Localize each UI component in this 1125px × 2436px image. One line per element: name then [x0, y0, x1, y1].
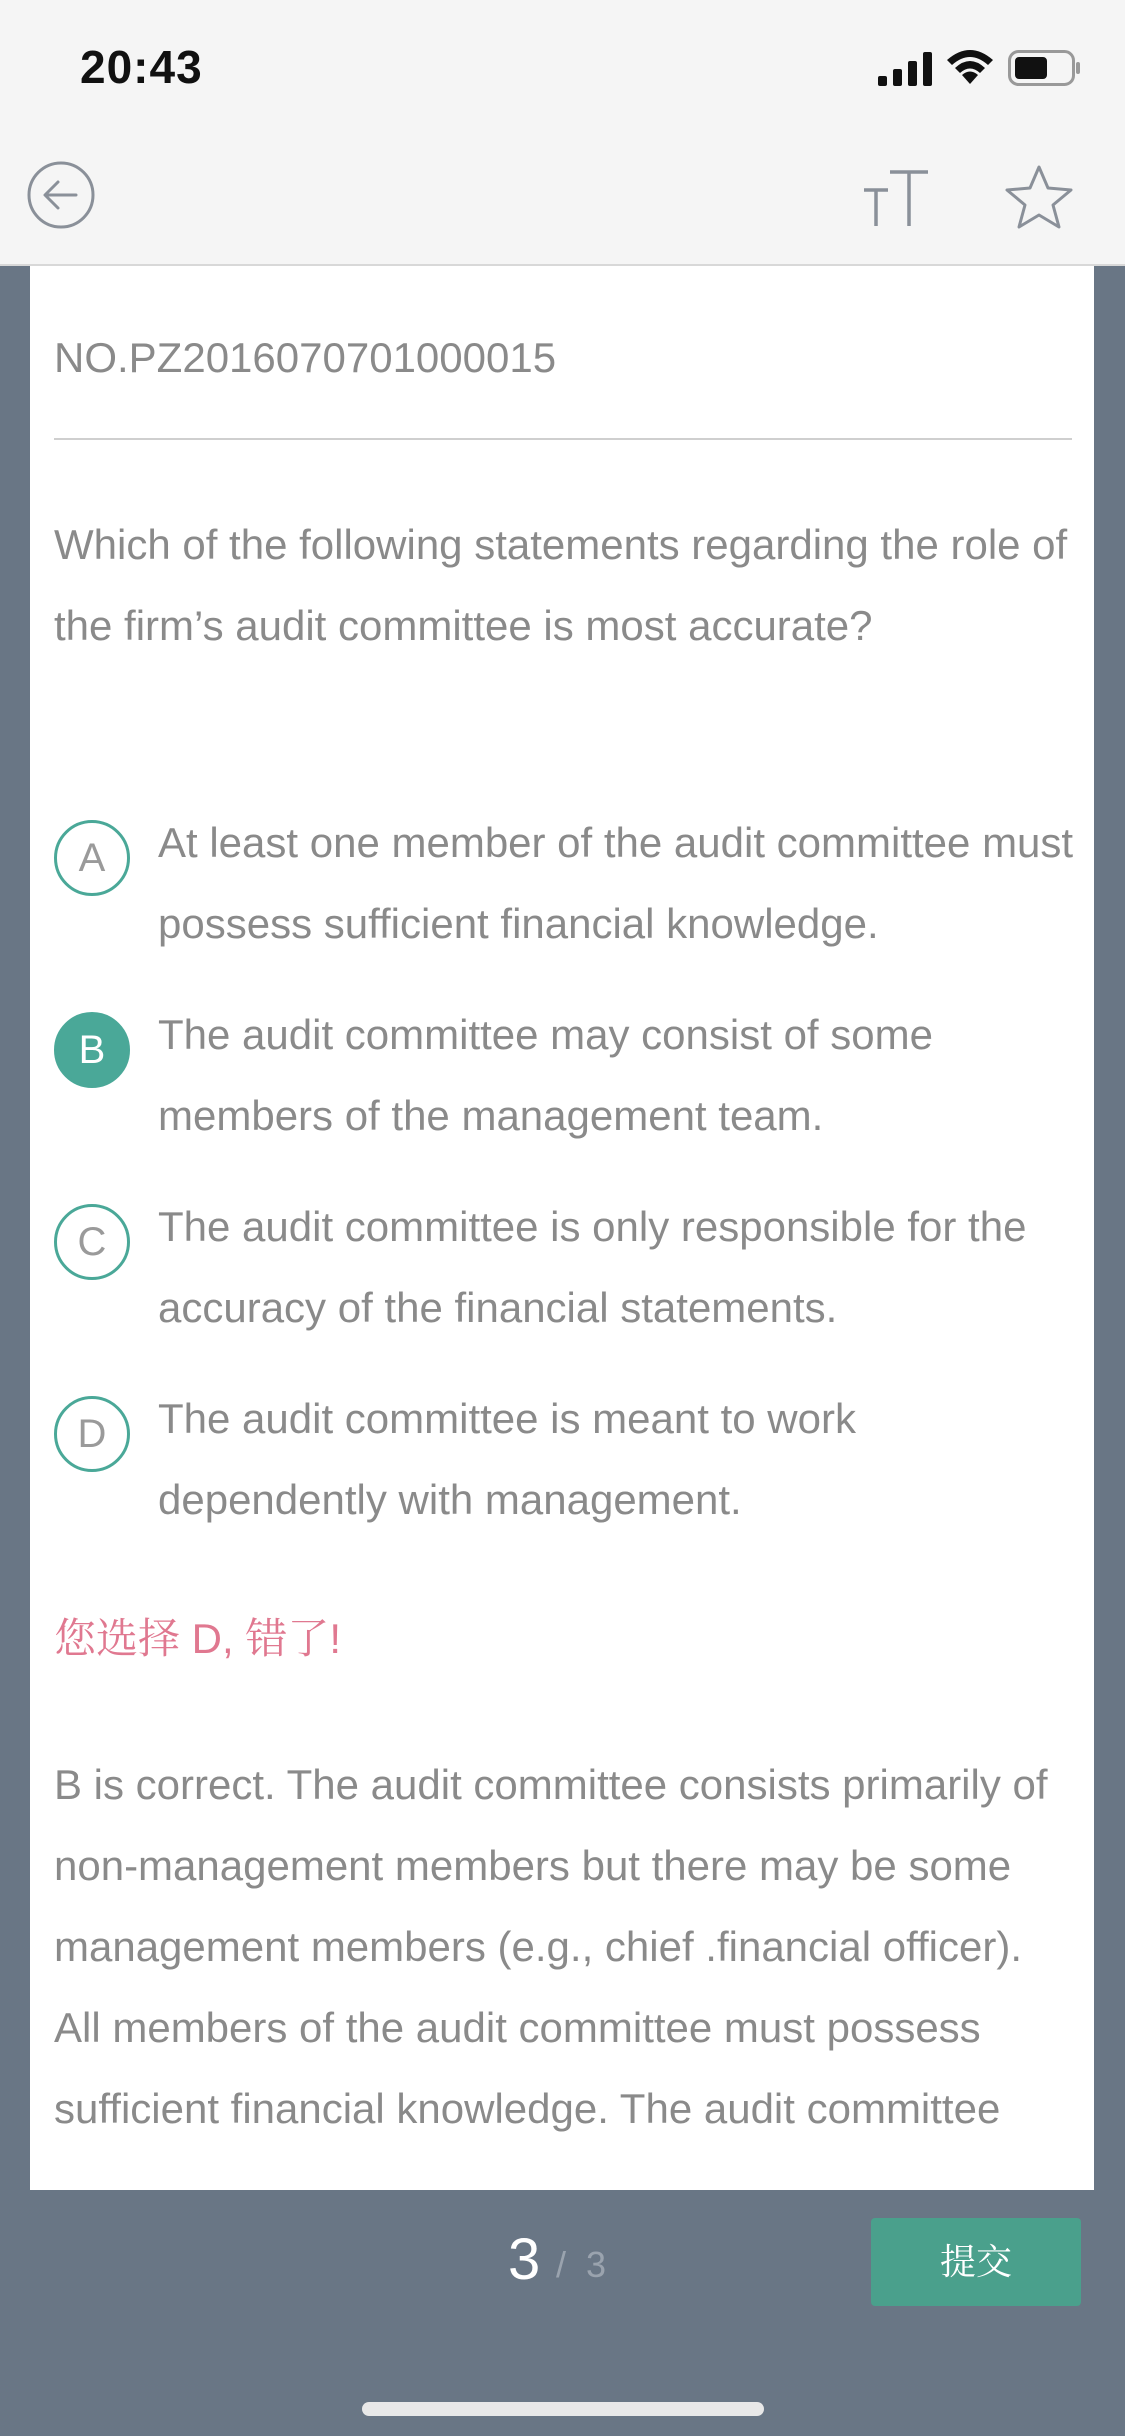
battery-icon: [1008, 50, 1082, 86]
star-icon[interactable]: [1004, 164, 1074, 230]
option-text-b: The audit committee may consist of some members of the management team.: [158, 1011, 933, 1139]
explanation: [54, 1744, 1084, 2149]
option-a[interactable]: [54, 802, 1084, 972]
option-text-c: The audit committee is only responsible for the accuracy of the financial statements.: [158, 1203, 1027, 1331]
cellular-signal-icon: [878, 52, 934, 86]
submit-button[interactable]: 提交: [871, 2218, 1081, 2306]
wifi-icon: [945, 48, 995, 86]
bottom-bar: [0, 2190, 1125, 2436]
explanation-paragraph-2: All members of the audit committee must possess sufficient financial knowledge. The audit committee: [54, 2004, 1001, 2132]
option-text-a: At least one member of the audit committee must possess sufficient financial knowledge.: [158, 819, 1074, 947]
question-text: Which of the following statements regarding the role of the firm’s audit committee is most accurate?: [54, 521, 1068, 649]
question-card: [30, 266, 1094, 2190]
font-size-icon[interactable]: [860, 166, 930, 230]
page-current: 3: [508, 2227, 541, 2292]
option-b[interactable]: [54, 994, 1084, 1164]
option-letter-c[interactable]: C: [54, 1204, 130, 1280]
page-total: 3: [586, 2244, 607, 2285]
divider: [54, 438, 1072, 440]
option-letter-d[interactable]: D: [54, 1396, 130, 1472]
option-c[interactable]: [54, 1186, 1084, 1356]
question-number: NO.PZ2016070701000015: [54, 334, 557, 381]
status-time: 20:43: [80, 41, 203, 93]
option-letter-a[interactable]: A: [54, 820, 130, 896]
option-d[interactable]: [54, 1378, 1084, 1548]
status-bar: [0, 0, 1125, 136]
answer-result: 您选择 D, 错了!: [54, 1615, 342, 1662]
back-arrow-circle-icon[interactable]: [26, 160, 96, 230]
page-separator: /: [556, 2244, 567, 2285]
option-text-d: The audit committee is meant to work dependently with management.: [158, 1395, 856, 1523]
home-indicator: [362, 2402, 764, 2416]
explanation-paragraph-1: B is correct. The audit committee consists primarily of non-management members but there may be some management members (e.g., chief .financial officer).: [54, 1761, 1048, 1970]
navigation-bar: [0, 136, 1125, 266]
option-letter-b[interactable]: B: [54, 1012, 130, 1088]
